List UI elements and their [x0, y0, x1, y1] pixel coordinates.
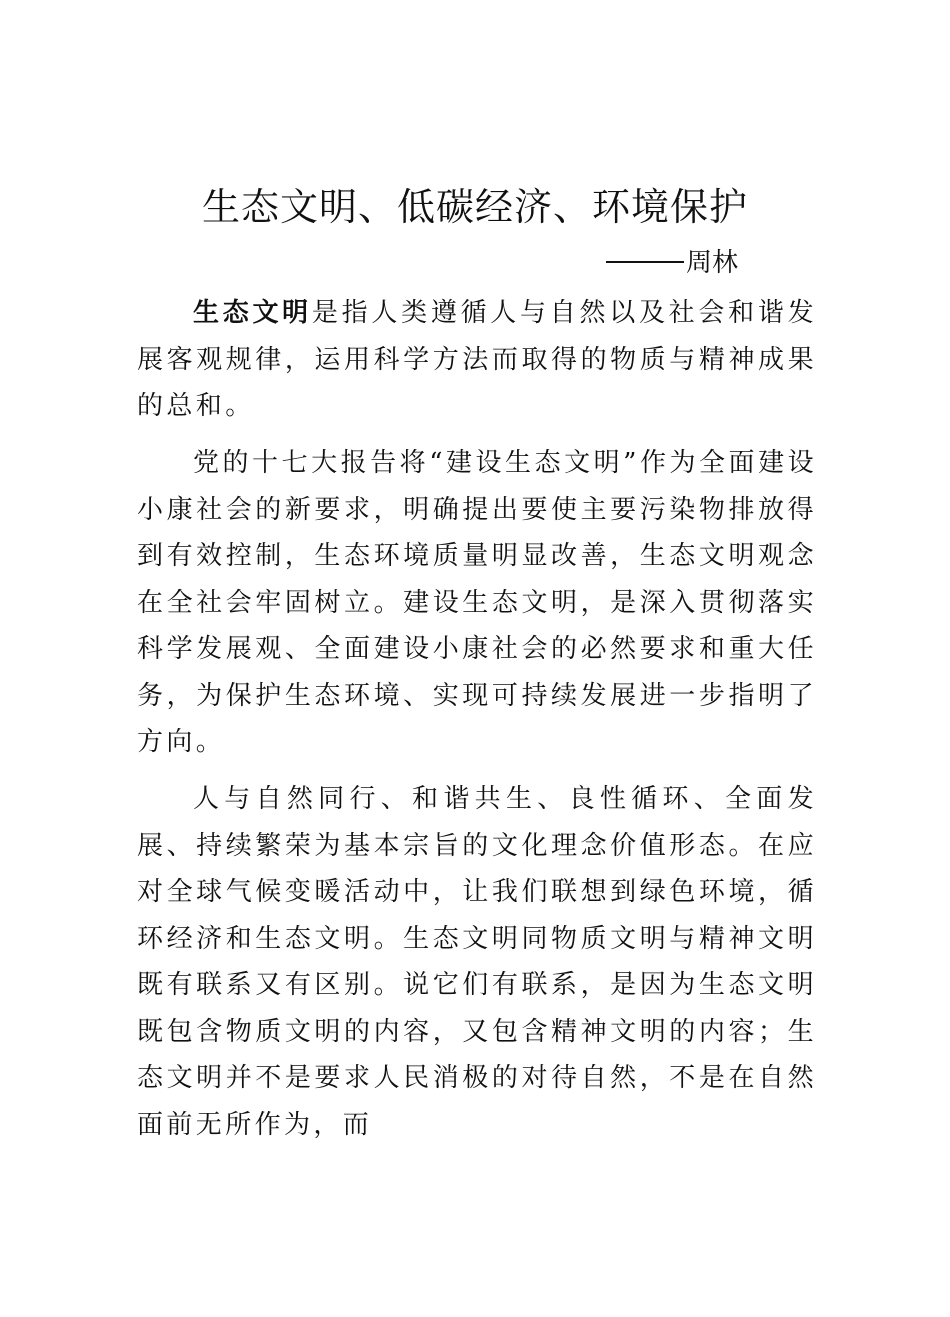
paragraph-lead-term: 生态文明	[193, 298, 312, 328]
paragraph-text: 党的十七大报告将“建设生态文明”作为全面建设小康社会的新要求，明确提出要使主要污染物排放得到有效控制，生态环境质量明显改善，生态文明观念在全社会牢固树立。建设生态文明，是深入贯彻落实科学发展观、全面建设小康社会的必然要求和重大任务，为保护生态环境、实现可持续发展进一步指明了方向。	[137, 448, 817, 757]
em-dash-rule	[606, 261, 684, 263]
paragraph-1	[137, 290, 817, 430]
paragraph-2	[137, 440, 817, 766]
author-name: 周林	[685, 248, 738, 278]
author-line	[606, 246, 738, 280]
document-title: 生态文明、低碳经济、环境保护	[201, 185, 748, 229]
document-body	[137, 290, 817, 1159]
paragraph-text: 人与自然同行、和谐共生、良性循环、全面发展、持续繁荣为基本宗旨的文化理念价值形态。在应对全球气候变暖活动中，让我们联想到绿色环境，循环经济和生态文明。生态文明同物质文明与精神文明既有联系又有区别。说它们有联系，是因为生态文明既包含物质文明的内容，又包含精神文明的内容；生态文明并不是要求人民消极的对待自然，不是在自然面前无所作为，而	[137, 784, 817, 1140]
paragraph-text: 是指人类遵循人与自然以及社会和谐发展客观规律，运用科学方法而取得的物质与精神成果的总和。	[137, 298, 817, 421]
paragraph-3	[137, 776, 817, 1148]
